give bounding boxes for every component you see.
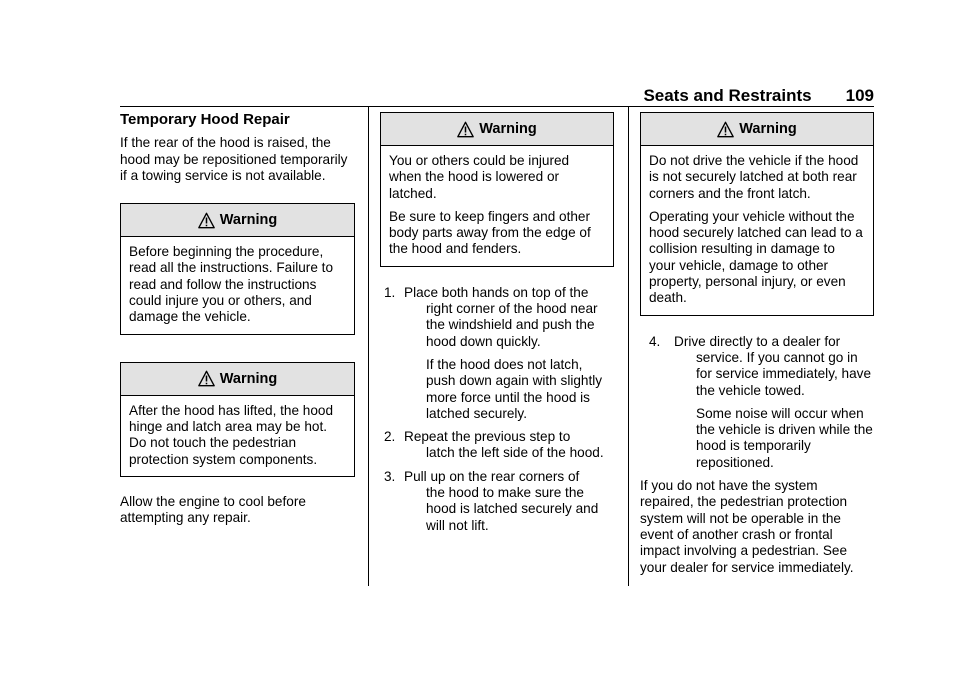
step-text: Repeat the previous step to: [404, 429, 571, 445]
page-number: 109: [845, 86, 874, 105]
warning-label: Warning: [479, 120, 537, 137]
warning-header: [381, 113, 613, 146]
warning-label: Warning: [219, 212, 278, 229]
warning-triangle-icon: [717, 121, 734, 138]
step-item: [380, 469, 614, 534]
warning-text: You or others could be injured when the hood is lowered or latched.: [389, 153, 570, 201]
column-1: [120, 112, 355, 526]
step-text-continued: latch the left side of the hood.: [426, 445, 604, 461]
step-text: Pull up on the rear corners of: [404, 468, 580, 484]
warning-text: Operating your vehicle without the hood securely latched can lead to a collision resulting in damage to your vehicle, damage to other property, personal injury, or even death.: [649, 208, 863, 306]
warning-triangle-icon: [198, 212, 215, 229]
warning-label: Warning: [739, 120, 797, 137]
step-note: If the hood does not latch, push down again with slightly more force until the hood is latched securely.: [426, 356, 603, 421]
closing-paragraph: If you do not have the system repaired, the pedestrian protection system will not be operable in the event of another crash or frontal impact involving a pedestrian. See your dealer for service immediately.: [640, 478, 854, 575]
step-text: Place both hands on top of the: [404, 284, 589, 300]
step-item: [640, 334, 874, 471]
warning-box-2: [120, 362, 355, 477]
step-number: 3.: [384, 468, 396, 484]
step-number: 1.: [384, 284, 396, 300]
column-3: [640, 112, 874, 576]
warning-text: After the hood has lifted, the hood hinge and latch area may be hot. Do not touch the pedestrian protection system components.: [129, 402, 334, 467]
section-heading: Temporary Hood Repair: [120, 111, 290, 128]
warning-triangle-icon: [457, 121, 474, 138]
step-number: 2.: [384, 429, 396, 445]
warning-body: [121, 396, 354, 476]
step-text-continued: the hood to make sure the hood is latched securely and will not lift.: [426, 485, 599, 533]
column-divider-1: [368, 106, 369, 586]
header-rule: [120, 106, 874, 107]
warning-box-1: [120, 203, 355, 334]
warning-triangle-icon: [198, 370, 215, 387]
warning-header: [121, 363, 354, 396]
intro-paragraph: If the rear of the hood is raised, the hood may be repositioned temporarily if a towing service is not available.: [120, 135, 348, 183]
step-item: [380, 285, 614, 422]
section-title-header: Seats and Restraints: [643, 86, 812, 105]
warning-box-3: [380, 112, 614, 267]
step-text: Drive directly to a dealer for: [674, 333, 841, 349]
column-divider-2: [628, 106, 629, 586]
warning-body: [641, 146, 873, 315]
warning-label: Warning: [219, 370, 278, 387]
warning-body: [381, 146, 613, 266]
warning-header: [641, 113, 873, 146]
warning-body: [121, 237, 354, 333]
warning-text: Be sure to keep fingers and other body parts away from the edge of the hood and fenders.: [389, 208, 591, 257]
warning-text: Before beginning the procedure, read all the instructions. Failure to read and follow the instructions could injure you or others, and damage the vehicle.: [129, 244, 334, 325]
step-text-continued: right corner of the hood near the windshield and push the hood down quickly.: [426, 301, 598, 349]
step-text-continued: service. If you cannot go in for service immediately, have the vehicle towed.: [696, 349, 872, 398]
step-note: Some noise will occur when the vehicle is driven while the hood is temporarily repositioned.: [696, 405, 873, 470]
warning-header: [121, 204, 354, 237]
step-item: [380, 429, 614, 462]
page-header: [643, 86, 874, 106]
warning-box-4: [640, 112, 874, 316]
warning-text: Do not drive the vehicle if the hood is not securely latched at both rear corners and the front latch.: [649, 153, 859, 201]
steps-list: [380, 285, 614, 534]
step-number: 4.: [649, 333, 661, 349]
column-2: [380, 112, 614, 534]
closing-paragraph: Allow the engine to cool before attempting any repair.: [120, 493, 306, 526]
